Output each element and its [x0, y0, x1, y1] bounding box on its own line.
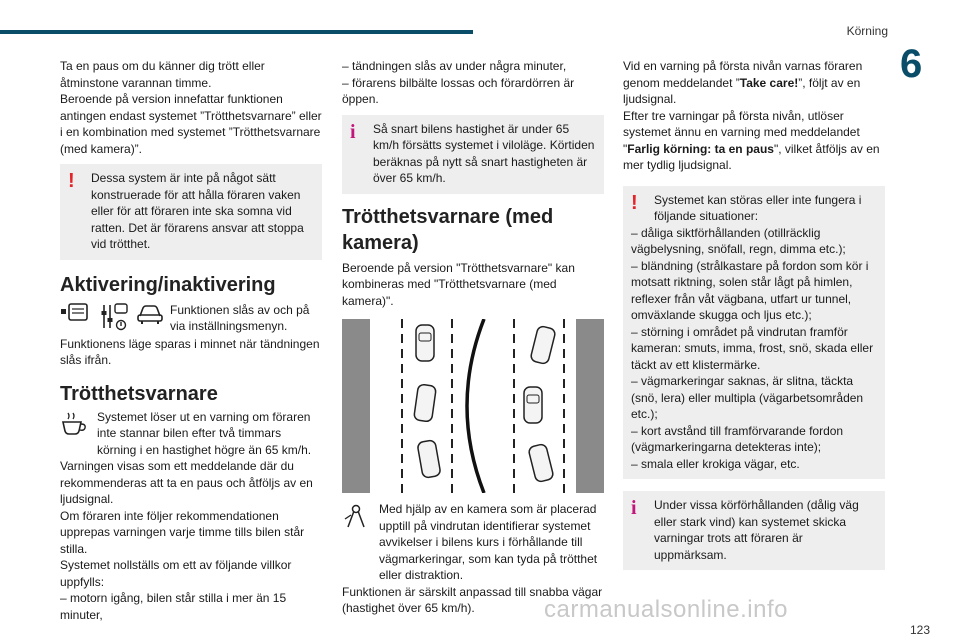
warning-box-conditions [623, 186, 885, 480]
warning-text: Dessa system är inte på något sätt konstruerade för att hålla föraren vaken eller för att föraren inte ska somna vid ratten. Det är förarens ansvar att stoppa vid trötthet. [91, 171, 304, 251]
activation-text: Funktionen slås av och på via inställningsmenyn. [170, 302, 310, 333]
fatigue-paragraph-3: Om föraren inte följer rekommendationen upprepas varningen varje timme tills bilen står stilla. [60, 508, 305, 556]
header-bar [0, 30, 473, 34]
fatigue-lead: Systemet löser ut en varning om föraren inte stannar bilen efter två timmars körning i en hastighet högre än 65 km/h. [60, 409, 322, 459]
page-number: 123 [909, 622, 930, 637]
warning-box [60, 164, 322, 260]
camera-paragraph-2: Funktionen är särskilt anpassad till snabba vägar (hastighet över 65 km/h). [342, 584, 603, 615]
info-box-conditions [623, 491, 885, 570]
intro-paragraph-2: Beroende på version innefattar funktionen antingen endast systemet ”Trötthetsvarnare” eller i en kombination med systemet ”Trötthetsvarnare (med kamera)”. [60, 92, 322, 156]
info-text: Under vissa körförhållanden (dålig väg eller stark vind) kan systemet skicka varningar trots att föraren är uppmärksam. [654, 498, 859, 562]
coffee-cup-icon [60, 411, 88, 442]
list-item: – kort avstånd till framförvarande fordon (vägmarkeringarna detekteras inte); [631, 423, 844, 454]
column-1 [60, 58, 322, 623]
heading-camera: Trötthetsvarnare (med kamera) [342, 205, 554, 254]
column-3 [623, 58, 885, 578]
first-level-warning-text: Vid en varning på första nivån varnas föraren genom meddelandet ”Take care!”, följt av en ljudsignal. [623, 59, 863, 106]
lane-camera-illustration [342, 319, 604, 493]
lane-camera-icon [342, 503, 370, 534]
warning-icon: ! [631, 191, 638, 214]
camera-intro: Beroende på version "Trötthetsvarnare" kan kombineras med "Trötthetsvarnare (med kamera)". [342, 260, 575, 308]
info-text: Så snart bilens hastighet är under 65 km/h försätts systemet i viloläge. Körtiden beräknas på nytt så snart hastigheten är över 65 km/h. [373, 121, 595, 185]
second-level-warning-text: Efter tre varningar på första nivån, utlöser systemet ännu en varning med meddelandet "Farlig körning: ta en paus", vilket åtföljs av en mer tydlig ljudsignal. [623, 108, 880, 172]
watermark: carmanualsonline.info [544, 596, 788, 623]
list-item: – vägmarkeringar saknas, är slitna, täckta (snö, lera) eller multipla (vägarbetsområden etc.); [631, 374, 864, 421]
camera-lead: Med hjälp av en kamera som är placerad upptill på vindrutan identifierar systemet avvikelser i bilens kurs i förhållande till vägmarkeringar, som kan tyda på trötthet eller distraktion. [342, 501, 604, 584]
fatigue-paragraph-2: Varningen visas som ett meddelande där du rekommenderas att ta en paus och åtföljs av en ljudsignal. [60, 459, 313, 506]
heading-activation: Aktivering/inaktivering [60, 273, 276, 296]
car-icon [136, 302, 164, 331]
list-item: – tändningen slås av under några minuter, [342, 59, 567, 73]
chapter-number: 6 [900, 42, 923, 86]
list-item: – störning i området på vindrutan framför kameran: smuts, imma, frost, snö, skada eller täckt av ett klistermärke. [631, 324, 874, 372]
vehicle-settings-icon [100, 302, 130, 337]
column-2 [342, 58, 604, 617]
fatigue-paragraph-4: Systemet nollställs om ett av följande villkor uppfylls: [60, 558, 292, 589]
heading-fatigue: Trötthetsvarnare [60, 382, 218, 405]
intro-paragraph: Ta en paus om du känner dig trött eller åtminstone varannan timme. [60, 59, 265, 90]
take-care-message: Take care! [739, 75, 799, 90]
list-item: – förarens bilbälte lossas och förardörren är öppen. [342, 75, 575, 106]
info-icon: i [631, 497, 637, 519]
activation-memory-text: Funktionens läge sparas i minnet när tändningen slås ifrån. [60, 336, 320, 367]
warning-lead-text: Systemet kan störas eller inte fungera i följande situationer: [654, 192, 862, 223]
info-icon: i [350, 120, 356, 143]
list-item: – smala eller krokiga vägar, etc. [631, 456, 800, 471]
list-item: – bländning (strålkastare på fordon som kör i motsatt riktning, solen står lågt på himlen, reflexer från våt vägbana, utfart ur tunnel, omväxlande skugga och ljus etc.); [631, 258, 869, 322]
list-item: – motorn igång, bilen står stilla i mer än 15 minuter, [60, 591, 287, 622]
activation-icons-row [60, 302, 322, 336]
section-title: Körning [846, 24, 888, 38]
warning-icon: ! [68, 170, 75, 192]
settings-menu-icon [60, 302, 90, 333]
list-item: – dåliga siktförhållanden (otillräcklig vägbelysning, snöfall, regn, dimma etc.); [631, 225, 846, 256]
info-box [342, 115, 604, 194]
dangerous-driving-message: Farlig körning: ta en paus [627, 141, 774, 156]
